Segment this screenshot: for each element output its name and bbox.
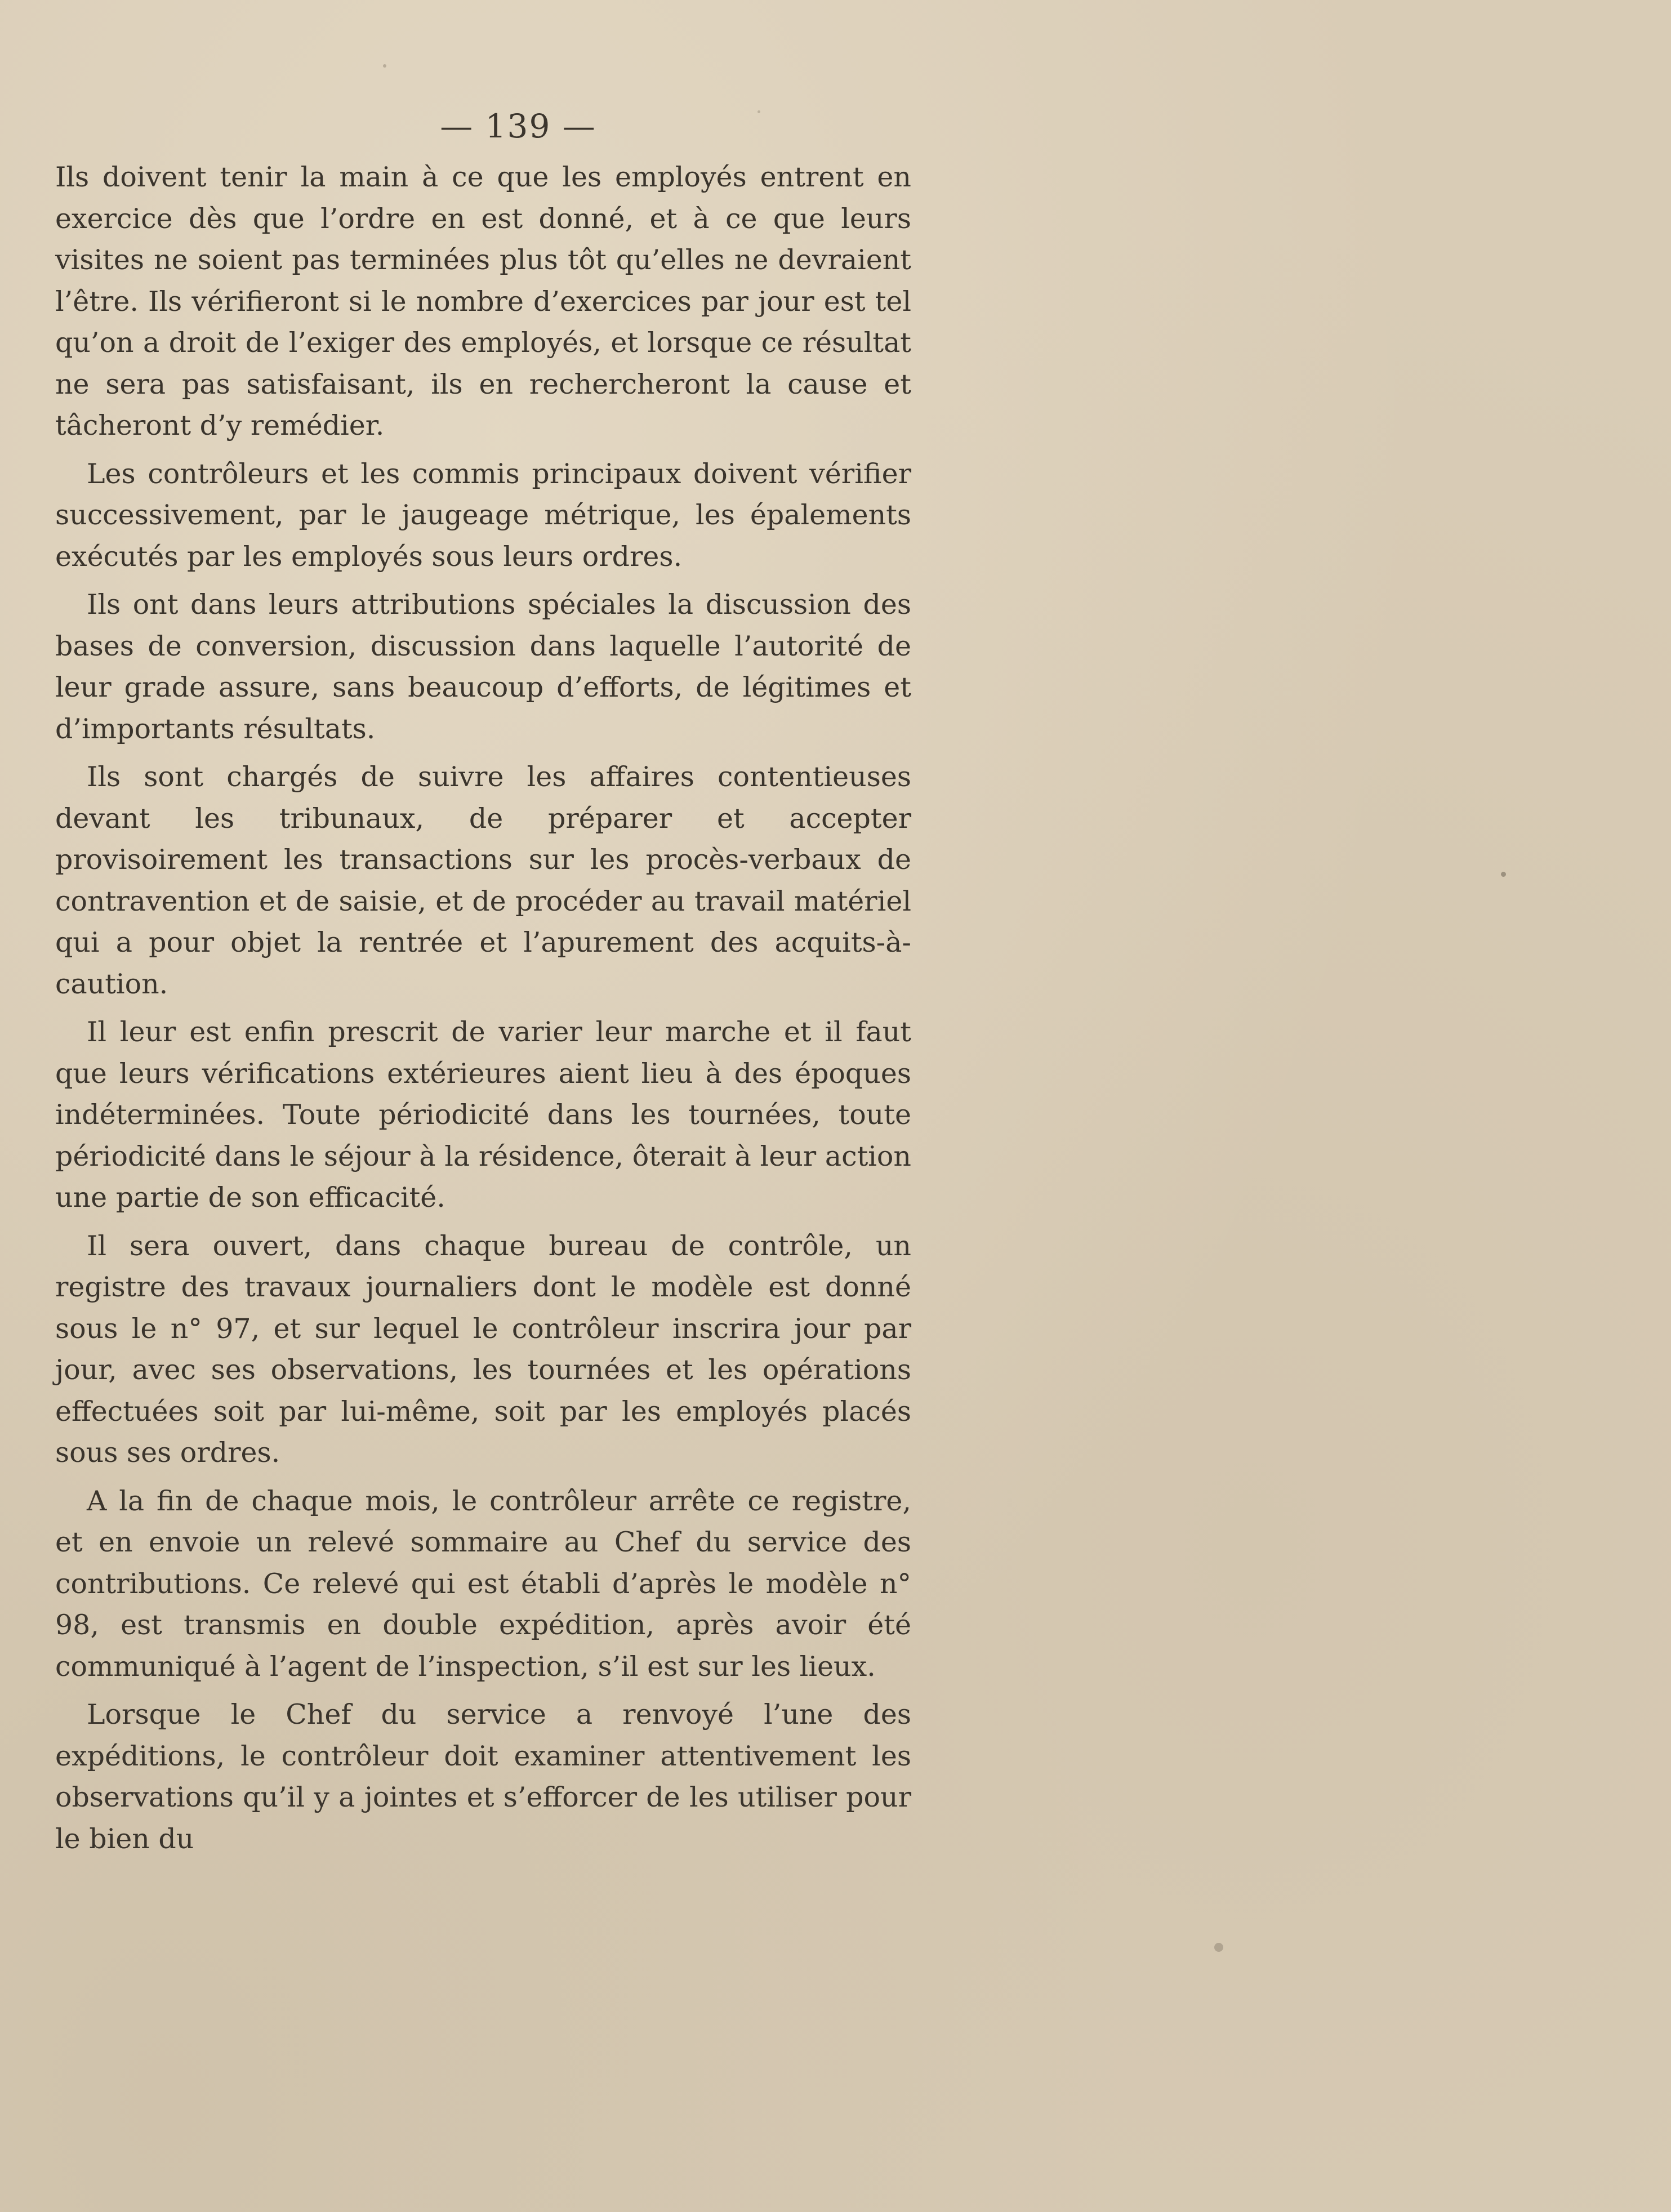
paragraph: Il sera ouvert, dans chaque bureau de contrôle, un registre des travaux journaliers dont le modèle est donné sous le n° 97, et sur lequel le contrôleur inscrira jour par jour, avec ses observations, les tournées et les opérations effectuées soit par lui-même, soit par les employés placés sous ses ordres. xyxy=(55,1229,911,1469)
paper-speck xyxy=(757,110,760,113)
paragraph: Ils doivent tenir la main à ce que les employés entrent en exercice dès que l’ordre en est donné, et à ce que leurs visites ne soient pas terminées plus tôt qu’elles ne devraient l’être. Ils vérifieront si le nombre d’exercices par jour est tel qu’on a droit de l’exiger des employés, et lorsque ce résultat ne sera pas satisfaisant, ils en rechercheront la cause et tâcheront d’y remédier. xyxy=(55,161,911,441)
paper-speck xyxy=(1214,1943,1223,1952)
paper-speck xyxy=(1501,872,1506,877)
paragraph: Il leur est enfin prescrit de varier leur marche et il faut que leurs vérifications extérieures aient lieu à des époques indéterminées. Toute périodicité dans les tournées, toute périodicité dans le séjour à la résidence, ôterait à leur action une partie de son efficacité. xyxy=(55,1016,911,1214)
paragraph: Les contrôleurs et les commis principaux doivent vérifier successivement, par le jaugeage métrique, les épalements exécutés par les employés sous leurs ordres. xyxy=(55,457,911,573)
paper-speck xyxy=(383,64,386,68)
paragraph: Ils sont chargés de suivre les affaires contentieuses devant les tribunaux, de préparer et accepter provisoirement les transactions sur les procès-verbaux de contravention et de saisie, et de procéder au travail matériel qui a pour objet la rentrée et l’apurement des acquits-à-caution. xyxy=(55,761,911,1000)
paragraph: Lorsque le Chef du service a renvoyé l’une des expéditions, le contrôleur doit examiner attentivement les observations qu’il y a jointes et s’efforcer de les utiliser pour le bien du xyxy=(55,1698,911,1855)
body-text xyxy=(55,157,911,1866)
page-number: — 139 — xyxy=(440,107,596,145)
paragraph: Ils ont dans leurs attributions spéciales la discussion des bases de conversion, discussion dans laquelle l’autorité de leur grade assure, sans beaucoup d’efforts, de légitimes et d’importants résultats. xyxy=(55,588,911,745)
paragraph: A la fin de chaque mois, le contrôleur arrête ce registre, et en envoie un relevé sommaire au Chef du service des contributions. Ce relevé qui est établi d’après le modèle n° 98, est transmis en double expédition, après avoir été communiqué à l’agent de l’inspection, s’il est sur les lieux. xyxy=(55,1484,911,1683)
